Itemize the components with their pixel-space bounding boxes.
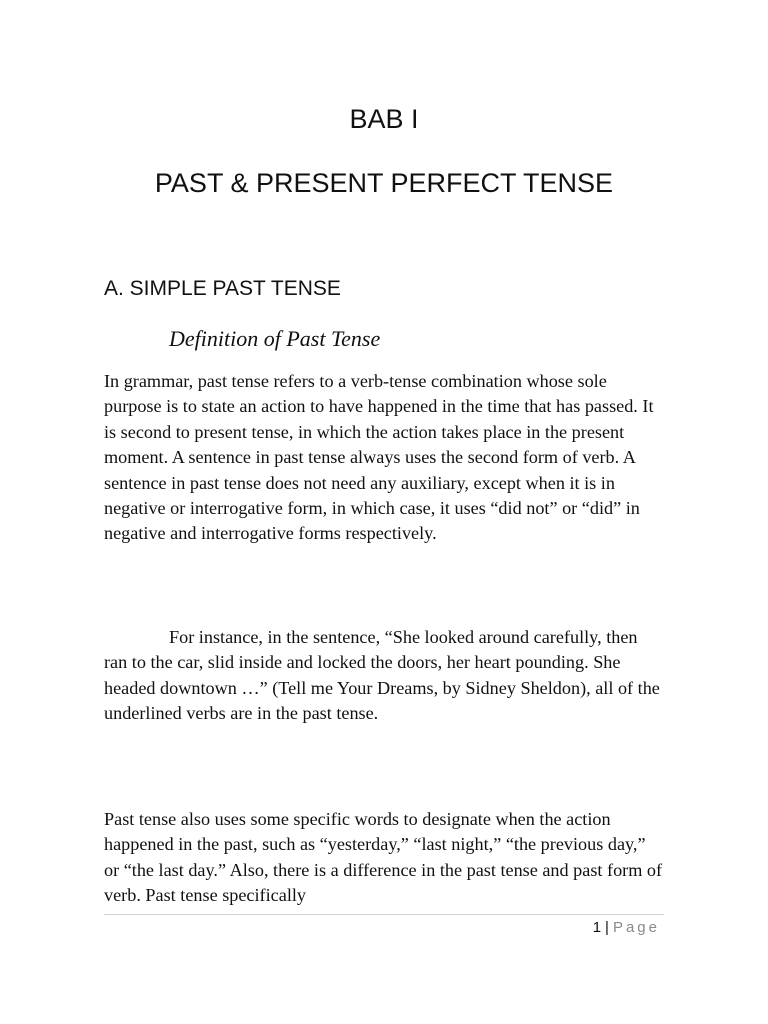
paragraph-example: For instance, in the sentence, “She looked around carefully, then ran to the car, slid inside and locked the doors, her heart pounding. She headed downtown …” (Tell me Your Dreams, by Sidney Sheldon), all of the underlined verbs are in the past tense. bbox=[104, 627, 660, 724]
page-number: 1 bbox=[592, 919, 602, 936]
page-footer bbox=[593, 918, 660, 938]
page-separator: | bbox=[605, 919, 609, 936]
section-heading: A. SIMPLE PAST TENSE bbox=[104, 277, 341, 300]
subsection-heading: Definition of Past Tense bbox=[169, 326, 381, 351]
chapter-title: PAST & PRESENT PERFECT TENSE bbox=[154, 168, 614, 198]
paragraph-definition: In grammar, past tense refers to a verb-tense combination whose sole purpose is to state an action to have happened in the time that has passed. It is second to present tense, in which the action takes place in the present moment. A sentence in past tense always uses the second form of verb. A sentence in past tense does not need any auxiliary, except when it is in negative or interrogative form, in which case, it uses “did not” or “did” in negative and interrogative forms respectively. bbox=[104, 371, 654, 544]
page-word: Page bbox=[612, 919, 660, 936]
footer-divider bbox=[104, 914, 664, 915]
chapter-label: BAB I bbox=[349, 104, 419, 134]
paragraph-time-words: Past tense also uses some specific words to designate when the action happened in the past, such as “yesterday,” “last night,” “the previous day,” or “the last day.” Also, there is a difference in the past tense and past form of verb. Past tense specifically bbox=[104, 809, 663, 906]
